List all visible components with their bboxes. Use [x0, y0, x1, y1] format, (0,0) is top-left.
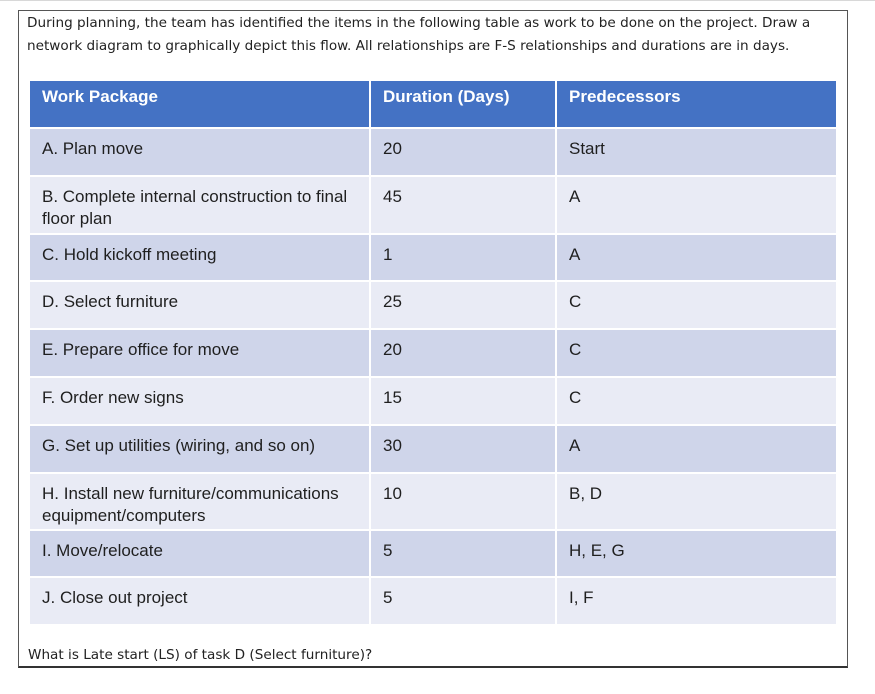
- work-package-cell: A. Plan move: [29, 128, 370, 176]
- work-package-cell: H. Install new furniture/communications equipment/computers: [29, 473, 370, 530]
- duration-cell: 45: [370, 176, 556, 234]
- table-row: [29, 530, 837, 577]
- predecessors-cell: Start: [556, 128, 837, 176]
- top-divider: [0, 0, 875, 1]
- header-work-package: Work Package: [29, 80, 370, 128]
- table-row: [29, 425, 837, 473]
- work-package-cell: F. Order new signs: [29, 377, 370, 425]
- predecessors-cell: A: [556, 425, 837, 473]
- work-package-cell: E. Prepare office for move: [29, 329, 370, 377]
- duration-cell: 5: [370, 530, 556, 577]
- work-package-cell: C. Hold kickoff meeting: [29, 234, 370, 281]
- predecessors-cell: C: [556, 329, 837, 377]
- table-header-row: [29, 80, 837, 128]
- table-row: [29, 377, 837, 425]
- predecessors-cell: A: [556, 176, 837, 234]
- work-package-cell: D. Select furniture: [29, 281, 370, 329]
- predecessors-cell: B, D: [556, 473, 837, 530]
- question-text: What is Late start (LS) of task D (Select furniture)?: [28, 647, 373, 663]
- table-row: [29, 128, 837, 176]
- work-package-cell: I. Move/relocate: [29, 530, 370, 577]
- predecessors-cell: A: [556, 234, 837, 281]
- table-row: [29, 281, 837, 329]
- predecessors-cell: H, E, G: [556, 530, 837, 577]
- table-row: [29, 234, 837, 281]
- predecessors-cell: I, F: [556, 577, 837, 625]
- table-row: [29, 329, 837, 377]
- duration-cell: 30: [370, 425, 556, 473]
- duration-cell: 20: [370, 128, 556, 176]
- duration-cell: 10: [370, 473, 556, 530]
- duration-cell: 1: [370, 234, 556, 281]
- work-package-table: [28, 79, 838, 626]
- header-predecessors: Predecessors: [556, 80, 837, 128]
- table-row: [29, 473, 837, 530]
- table-row: [29, 176, 837, 234]
- work-package-cell: G. Set up utilities (wiring, and so on): [29, 425, 370, 473]
- work-package-cell: J. Close out project: [29, 577, 370, 625]
- header-duration: Duration (Days): [370, 80, 556, 128]
- duration-cell: 20: [370, 329, 556, 377]
- work-package-cell: B. Complete internal construction to final floor plan: [29, 176, 370, 234]
- duration-cell: 25: [370, 281, 556, 329]
- predecessors-cell: C: [556, 377, 837, 425]
- table-row: [29, 577, 837, 625]
- predecessors-cell: C: [556, 281, 837, 329]
- problem-statement: During planning, the team has identified the items in the following table as work to be done on the project. Draw a network diagram to graphically depict this flow. All relationships are F-S relationships and durations are in days.: [27, 15, 811, 54]
- duration-cell: 5: [370, 577, 556, 625]
- duration-cell: 15: [370, 377, 556, 425]
